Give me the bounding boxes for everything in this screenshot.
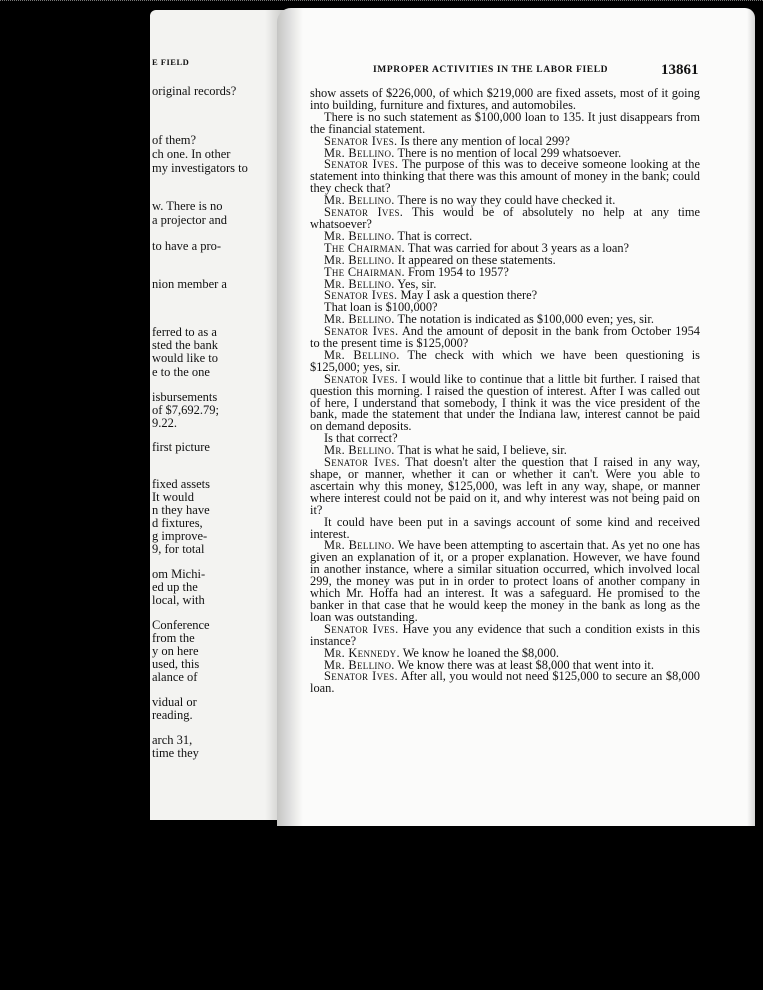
paragraph-text: We know he loaned the $8,000.	[399, 645, 559, 660]
paragraph-text: Have you any evidence that such a condition exists in this instance?	[310, 621, 700, 648]
speaker-name: Mr. Bellino.	[324, 252, 395, 267]
right-page	[277, 8, 755, 826]
left-page-line: of them?	[152, 133, 197, 147]
left-page-line: arch 31,	[152, 733, 193, 747]
paragraph-text: I would like to continue that a little bit further. I raised that question this morning. I raised the question of interest. After I was called out of here, I understand that somebody, I think it was the vice president of the bank, made the statement that under the Indiana law, interest cannot be paid on demand deposits.	[310, 371, 701, 434]
speaker-name: Mr. Bellino.	[324, 312, 395, 327]
paragraph-text: show assets of $226,000, of which $219,000 are fixed assets, most of it going into building, furniture and fixtures, and automobiles.	[310, 86, 700, 112]
left-page-line: my investigators to	[152, 161, 248, 175]
left-page-line: to have a pro-	[152, 239, 222, 253]
paragraph-text: That doesn't alter the question that I raised in any way, shape, or manner, whether it can or whether it can't. Were you able to ascertain why this money, $125,000, was left in any way, shape, or manner where interest could not be paid on it, and why interest was not being paid on it?	[310, 455, 701, 517]
speaker-name: Senator Ives.	[324, 133, 398, 148]
paragraph-text: After all, you would not need $125,000 to secure an $8,000 loan.	[310, 669, 700, 696]
testimony-paragraph	[310, 371, 701, 434]
left-page-line: d fixtures,	[152, 516, 203, 530]
paragraph-text: May I ask a question there?	[397, 288, 538, 303]
left-page-line: 9.22.	[152, 416, 177, 430]
right-page-binding-shadow	[277, 8, 303, 826]
left-page-line: a projector and	[152, 213, 227, 227]
paragraph-text: There is no such statement as $100,000 loan to 135. It just disappears from the financial statement.	[310, 109, 700, 136]
left-page-line: reading.	[152, 708, 193, 722]
paragraph-text: Is that correct?	[324, 431, 398, 446]
page-bottom-edge	[277, 826, 755, 829]
left-page-line: alance of	[152, 670, 198, 684]
testimony-paragraph	[310, 109, 700, 136]
left-page-line: g improve-	[152, 529, 208, 543]
testimony-paragraph	[310, 540, 700, 623]
left-page-line: time they	[152, 746, 199, 760]
left-page-line: w. There is no	[152, 199, 223, 213]
speaker-name: Mr. Bellino.	[324, 193, 395, 208]
paragraph-text: Is there any mention of local 299?	[397, 133, 570, 148]
left-page-line: Conference	[152, 618, 210, 632]
left-page-line: of $7,692.79;	[152, 403, 220, 417]
paragraph-text: That was carried for about 3 years as a loan?	[404, 240, 630, 255]
page-number: 13861	[661, 62, 699, 78]
speaker-name: Senator Ives.	[324, 621, 399, 636]
paragraph-text: That is what he said, I believe, sir.	[394, 443, 567, 458]
paragraph-text: From 1954 to 1957?	[404, 264, 509, 279]
left-page-line: sted the bank	[152, 338, 218, 352]
left-page-line: 9, for total	[152, 542, 205, 556]
speaker-name: Mr. Bellino.	[324, 443, 395, 458]
left-page-line: ed up the	[152, 580, 198, 594]
speaker-name: The Chairman.	[324, 240, 405, 255]
speaker-name: Senator Ives.	[324, 157, 399, 172]
speaker-name: The Chairman.	[324, 264, 405, 279]
left-page-line: first picture	[152, 440, 210, 454]
speaker-name: Mr. Bellino.	[324, 538, 395, 553]
paragraph-text: It appeared on these statements.	[394, 252, 556, 267]
paragraph-text: The purpose of this was to deceive someone looking at the statement into thinking that there was this amount of money in the bank; could they check that?	[310, 157, 701, 196]
left-page-line: original records?	[152, 84, 237, 98]
paragraph-text: We have been attempting to ascertain that. As yet no one has given an explanation of it, or a proper explanation. However, we have found in another instance, where a similar situation occurred, which involved local 299, the money was put in in order to protect loans of another company in which Mr. Hoffa had an interest. It was a safeguard. He promised to the banker in that case that he would keep the money in the bank as long as the loan was outstanding.	[310, 538, 700, 624]
left-page-line: y on here	[152, 644, 199, 658]
testimony-paragraph	[310, 326, 700, 350]
speaker-name: Mr. Bellino.	[324, 657, 395, 672]
left-page-line: ch one. In other	[152, 147, 231, 161]
paragraph-text: There is no way they could have checked it.	[394, 193, 616, 208]
testimony-paragraph	[310, 88, 700, 112]
paragraph-text: The notation is indicated as $100,000 even; yes, sir.	[394, 312, 654, 327]
left-page-line: n they have	[152, 503, 210, 517]
speaker-name: Senator Ives.	[324, 371, 399, 386]
testimony-paragraph	[310, 457, 700, 517]
testimony-paragraph	[310, 621, 700, 648]
speaker-name: Mr. Bellino.	[324, 347, 400, 362]
paragraph-text: There is no mention of local 299 whatsoever.	[394, 145, 622, 160]
left-page-line: om Michi-	[152, 567, 206, 581]
left-page-line: isbursements	[152, 390, 218, 404]
testimony-paragraph	[310, 514, 700, 541]
left-page	[150, 10, 285, 820]
left-page-running-head: E FIELD	[152, 57, 190, 67]
left-page-line: fixed assets	[152, 477, 210, 491]
scan-top-edge	[0, 0, 763, 5]
paragraph-text: We know there was at least $8,000 that went into it.	[394, 657, 654, 672]
paragraph-text: That loan is $100,000?	[324, 300, 438, 315]
left-page-line: would like to	[152, 351, 218, 365]
left-page-line: ferred to as a	[152, 325, 217, 339]
testimony-body	[310, 88, 700, 695]
left-page-line: vidual or	[152, 695, 197, 709]
speaker-name: Mr. Bellino.	[324, 228, 395, 243]
paragraph-text: Yes, sir.	[394, 276, 437, 291]
right-page-edge-shadow	[747, 8, 755, 826]
speaker-name: Mr. Bellino.	[324, 276, 395, 291]
paragraph-text: The check with which we have been questioning is $125,000; yes, sir.	[310, 347, 700, 374]
speaker-name: Senator Ives.	[324, 669, 398, 684]
left-page-line: local, with	[152, 593, 205, 607]
testimony-paragraph	[310, 207, 700, 231]
left-page-line: nion member a	[152, 277, 227, 291]
paragraph-text: And the amount of deposit in the bank from October 1954 to the present time is $125,000?	[310, 324, 701, 351]
running-head: IMPROPER ACTIVITIES IN THE LABOR FIELD	[373, 65, 609, 75]
testimony-paragraph	[310, 347, 700, 374]
testimony-paragraph	[310, 671, 700, 695]
left-page-line: It would	[152, 490, 195, 504]
left-page-line: used, this	[152, 657, 200, 671]
paragraph-text: It could have been put in a savings account of some kind and received interest.	[310, 514, 700, 541]
speaker-name: Senator Ives.	[324, 288, 398, 303]
speaker-name: Senator Ives.	[324, 324, 399, 339]
paragraph-text: That is correct.	[394, 228, 473, 243]
speaker-name: Senator Ives.	[324, 455, 400, 470]
testimony-paragraph	[310, 159, 700, 195]
speaker-name: Senator Ives.	[324, 205, 404, 220]
speaker-name: Mr. Kennedy.	[324, 645, 400, 660]
left-page-line: from the	[152, 631, 195, 645]
speaker-name: Mr. Bellino.	[324, 145, 395, 160]
left-page-line: e to the one	[152, 365, 210, 379]
paragraph-text: This would be of absolutely no help at any time whatsoever?	[310, 205, 700, 231]
